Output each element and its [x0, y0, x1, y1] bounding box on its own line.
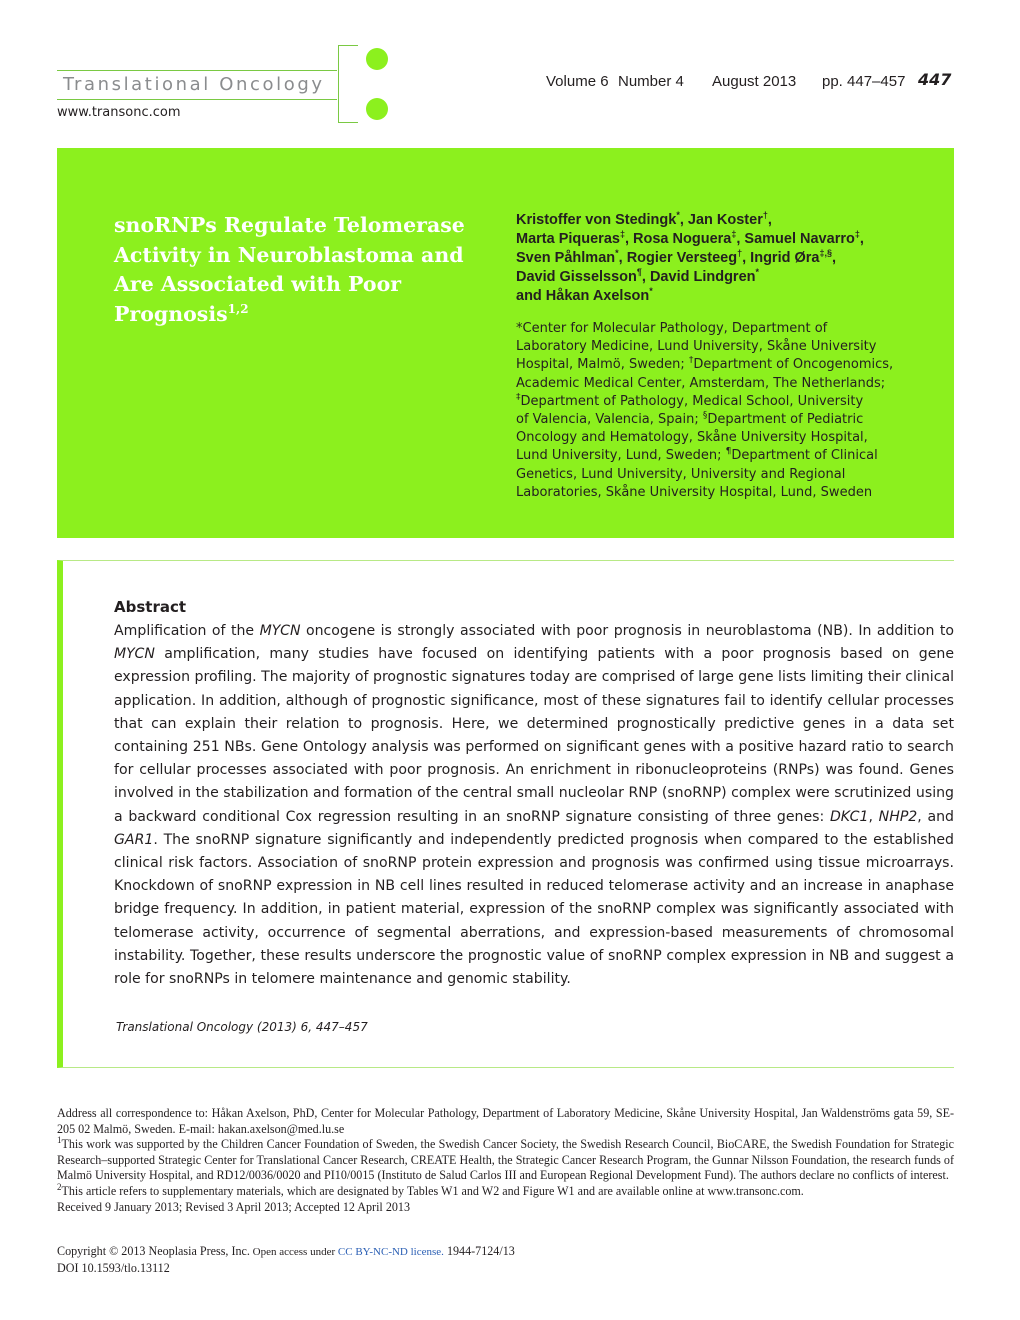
- correspondence-note: Address all correspondence to: Håkan Axelson, PhD, Center for Molecular Pathology, Department of Laboratory Medicine, Skåne University Hospital, Jan Waldenströms gata 59, SE-205 02 Malmö, Sweden. E-mail: hakan.axelson@med.lu.se: [57, 1106, 954, 1136]
- author-text: †: [762, 210, 768, 221]
- volume: Volume 6: [546, 73, 609, 90]
- author-list: [516, 211, 936, 306]
- journal-logo: [57, 70, 337, 100]
- affiliation-line: [516, 466, 936, 484]
- author-text: ‡: [619, 229, 625, 240]
- license-link[interactable]: CC BY-NC-ND license.: [337, 1246, 444, 1258]
- author-text: Kristoffer von Stedingk: [516, 212, 677, 228]
- author-text: David Gisselsson: [516, 269, 637, 285]
- affiliation-line: [516, 484, 936, 502]
- issue-date: August 2013: [712, 73, 797, 90]
- affiliation-text: Department of Pathology, Medical School, University: [520, 393, 864, 409]
- abstract-run: . The snoRNP signature significantly and independently predicted prognosis when compared to the established clinical risk factors. Association of snoRNP protein expression and prognosis was confirmed using tissue microarrays. Knockdown of snoRNP expression in NB cell lines resulted in reduced telomerase activity and an increase in anaphase bridge frequency. In addition, in patient material, expression of the snoRNP complex was significantly associated with telomerase activity, occurrence of segmental aberrations, and expression-based measurements of chromosomal instability. Together, these results underscore the prognostic value of snoRNP complex expression in NB and suggest a role for snoRNPs in telomere maintenance and genomic stability.: [114, 831, 954, 988]
- affiliation-text: Laboratory Medicine, Lund University, Skåne University: [516, 339, 877, 355]
- affiliation-text: Department of Oncogenomics,: [693, 357, 894, 373]
- author-line: [516, 268, 936, 287]
- author-text: *: [755, 267, 760, 278]
- affiliation-line: [516, 338, 936, 356]
- citation: Translational Oncology (2013) 6, 447–457: [116, 1020, 368, 1034]
- author-text: , Samuel Navarro: [736, 231, 855, 247]
- funding-note: $^1$This work was supported by the Children Cancer Foundation of Sweden, the Swedish Cancer Society, the Swedish Research Council, BioCARE, the Swedish Foundation for Strategic Research–supported Strategic Center for Translational Cancer Research, CREATE Health, the Strategic Cancer Research Program, the Gunnar Nilsson Foundation, the research funds of Malmö University Hospital, and RD12/0036/0020 and PI10/0015 (Instituto de Salud Carlos III and European Regional Development Fund). The authors declare no conflicts of interest.: [57, 1135, 954, 1183]
- affiliation-text: Hospital, Malmö, Sweden;: [516, 357, 689, 373]
- issue-number: Number 4: [618, 73, 684, 90]
- journal-name: Translational Oncology: [63, 74, 325, 95]
- affiliation-text: ‡: [516, 392, 521, 403]
- author-text: ,: [859, 231, 864, 247]
- abstract-text: [114, 620, 954, 991]
- affiliation-line: [516, 356, 936, 374]
- title-footnote-marks: 1,2: [227, 301, 249, 316]
- issn: 1944-7124/13: [443, 1244, 515, 1258]
- doi: DOI 10.1593/tlo.13112: [57, 1260, 170, 1275]
- author-line: [516, 249, 936, 268]
- author-text: ‡: [854, 229, 860, 240]
- author-text: *: [649, 286, 653, 297]
- page-range: pp. 447–457: [822, 73, 906, 90]
- copyright-block: [57, 1244, 757, 1276]
- affiliation-line: [516, 393, 936, 411]
- author-text: *: [615, 248, 619, 259]
- abstract-run: NHP2: [878, 808, 918, 825]
- affiliation-line: [516, 320, 936, 338]
- author-line: [516, 230, 936, 249]
- open-access-label: Open access under: [249, 1246, 338, 1258]
- abstract-run: , and: [917, 808, 954, 825]
- affiliation-text: Academic Medical Center, Amsterdam, The Netherlands;: [516, 375, 886, 391]
- abstract-run: oncogene is strongly associated with poor prognosis in neuroblastoma (NB). In addition to: [300, 623, 955, 639]
- author-text: Marta Piqueras: [516, 231, 620, 247]
- copyright: Copyright © 2013 Neoplasia Press, Inc.: [57, 1244, 250, 1258]
- author-text: , David Lindgren: [641, 269, 756, 285]
- affiliation-text: Department of Clinical: [731, 448, 878, 464]
- affiliation-text: of Valencia, Valencia, Spain;: [516, 412, 703, 428]
- author-text: ,: [831, 250, 837, 266]
- author-line: [516, 211, 936, 230]
- author-text: , Jan Koster: [679, 212, 763, 228]
- abstract-run: ,: [868, 808, 879, 825]
- author-line: [516, 287, 936, 306]
- author-text: ¶: [636, 267, 642, 278]
- author-text: ‡,§: [819, 248, 832, 259]
- affiliation-text: Lund University, Lund, Sweden;: [516, 448, 726, 464]
- author-text: ‡: [731, 229, 737, 240]
- abstract-run: amplification, many studies have focused on identifying patients with a poor prognosis based on gene expression profiling. The majority of prognostic signatures today are comprised of large gene lists limiting their clinical application. In addition, although of prognostic significance, most of these signatures fail to identify cellular processes that can explain their relation to prognosis. Here, we determined prognostically predictive genes in a data set containing 251 NBs. Gene Ontology analysis was performed on significant genes with a positive hazard ratio to search for cellular processes associated with poor prognosis. An enrichment in ribonucleoproteins (RNPs) was found. Genes involved in the stabilization and formation of the central small nucleolar RNP (snoRNP) complex were scrutinized using a backward conditional Cox regression resulting in an snoRNP signature consisting of three genes:: [114, 646, 954, 825]
- affiliation-text: §: [702, 410, 708, 421]
- page-number: 447: [918, 70, 952, 89]
- author-text: Sven Påhlman: [516, 250, 616, 266]
- author-text: and Håkan Axelson: [516, 288, 650, 304]
- abstract-run: Amplification of the: [114, 623, 260, 639]
- abstract-run: MYCN: [114, 646, 155, 663]
- affiliation-text: Oncology and Hematology, Skåne University Hospital,: [516, 430, 868, 446]
- author-text: *: [676, 210, 680, 221]
- affiliation-text: Department of Pediatric: [707, 412, 864, 428]
- abstract-run: DKC1: [829, 808, 869, 825]
- logo-circles-icon: [338, 45, 390, 123]
- article-title: snoRNPs Regulate Telomerase Activity in Neuroblastoma and Are Associated with Poor Prognosis$^{1,2}$: [114, 213, 465, 326]
- author-text: , Rogier Versteeg: [618, 250, 738, 266]
- supplementary-note: $^2$This article refers to supplementary materials, which are designated by Tables W1 and W2 and Figure W1 and are available online at www.transonc.com.: [57, 1181, 804, 1198]
- affiliation-text: *Center for Molecular Pathology, Department of: [516, 321, 828, 336]
- affiliation-line: [516, 411, 936, 429]
- abstract-run: GAR1: [114, 831, 154, 848]
- author-text: ,: [767, 212, 772, 228]
- received-dates: Received 9 January 2013; Revised 3 April 2013; Accepted 12 April 2013: [57, 1199, 411, 1214]
- affiliation-text: Laboratories, Skåne University Hospital, Lund, Sweden: [516, 484, 873, 500]
- abstract-heading: Abstract: [114, 598, 187, 616]
- affiliation-text: ¶: [725, 447, 732, 458]
- author-text: , Rosa Noguera: [624, 231, 732, 247]
- author-text: †: [737, 248, 743, 259]
- abstract-run: MYCN: [259, 623, 301, 639]
- affiliation-line: [516, 429, 936, 447]
- journal-url[interactable]: www.transonc.com: [57, 105, 181, 120]
- affiliation-text: Genetics, Lund University, University and Regional: [516, 466, 846, 482]
- author-text: , Ingrid Øra: [742, 250, 820, 266]
- affiliations: [516, 320, 936, 502]
- affiliation-line: [516, 375, 936, 393]
- footnotes: [57, 1106, 954, 1215]
- affiliation-line: [516, 447, 936, 465]
- affiliation-text: †: [688, 356, 694, 367]
